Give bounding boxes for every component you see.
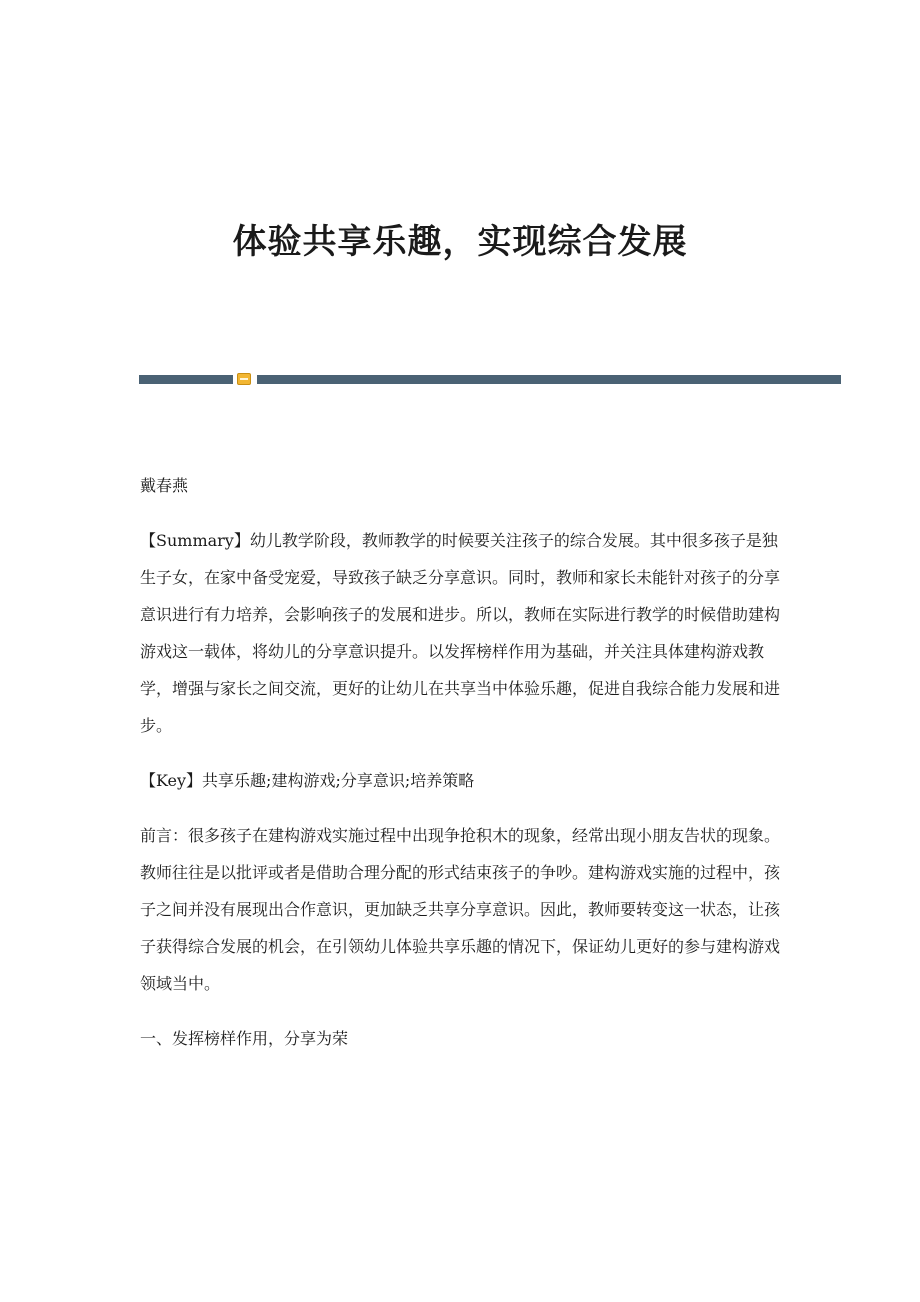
document-body bbox=[140, 467, 785, 1057]
keywords-text: 共享乐趣;建构游戏;分享意识;培养策略 bbox=[202, 771, 475, 790]
preface-paragraph: 前言：很多孩子在建构游戏实施过程中出现争抢积木的现象，经常出现小朋友告状的现象。教师往往是以批评或者是借助合理分配的形式结束孩子的争吵。建构游戏实施的过程中，孩子之间并没有展现出合作意识，更加缺乏共享分享意识。因此，教师要转变这一状态，让孩子获得综合发展的机会，在引领幼儿体验共享乐趣的情况下，保证幼儿更好的参与建构游戏领域当中。 bbox=[140, 826, 781, 993]
divider-ornament-icon bbox=[237, 373, 251, 385]
divider-bar-right bbox=[257, 375, 841, 384]
summary-label: 【Summary】 bbox=[140, 531, 250, 550]
title-divider bbox=[139, 375, 841, 384]
document-title: 体验共享乐趣，实现综合发展 bbox=[232, 222, 688, 262]
keywords-paragraph bbox=[140, 762, 785, 799]
keywords-label: 【Key】 bbox=[140, 771, 203, 790]
summary-paragraph bbox=[140, 522, 785, 744]
author-name: 戴春燕 bbox=[140, 476, 189, 495]
section-heading: 一、发挥榜样作用，分享为荣 bbox=[140, 1029, 349, 1048]
summary-text: 幼儿教学阶段，教师教学的时候要关注孩子的综合发展。其中很多孩子是独生子女，在家中备受宠爱，导致孩子缺乏分享意识。同时，教师和家长未能针对孩子的分享意识进行有力培养，会影响孩子的发展和进步。所以，教师在实际进行教学的时候借助建构游戏这一载体，将幼儿的分享意识提升。以发挥榜样作用为基础，并关注具体建构游戏教学，增强与家长之间交流，更好的让幼儿在共享当中体验乐趣，促进自我综合能力发展和进步。 bbox=[140, 531, 781, 735]
divider-bar-left bbox=[139, 375, 233, 384]
